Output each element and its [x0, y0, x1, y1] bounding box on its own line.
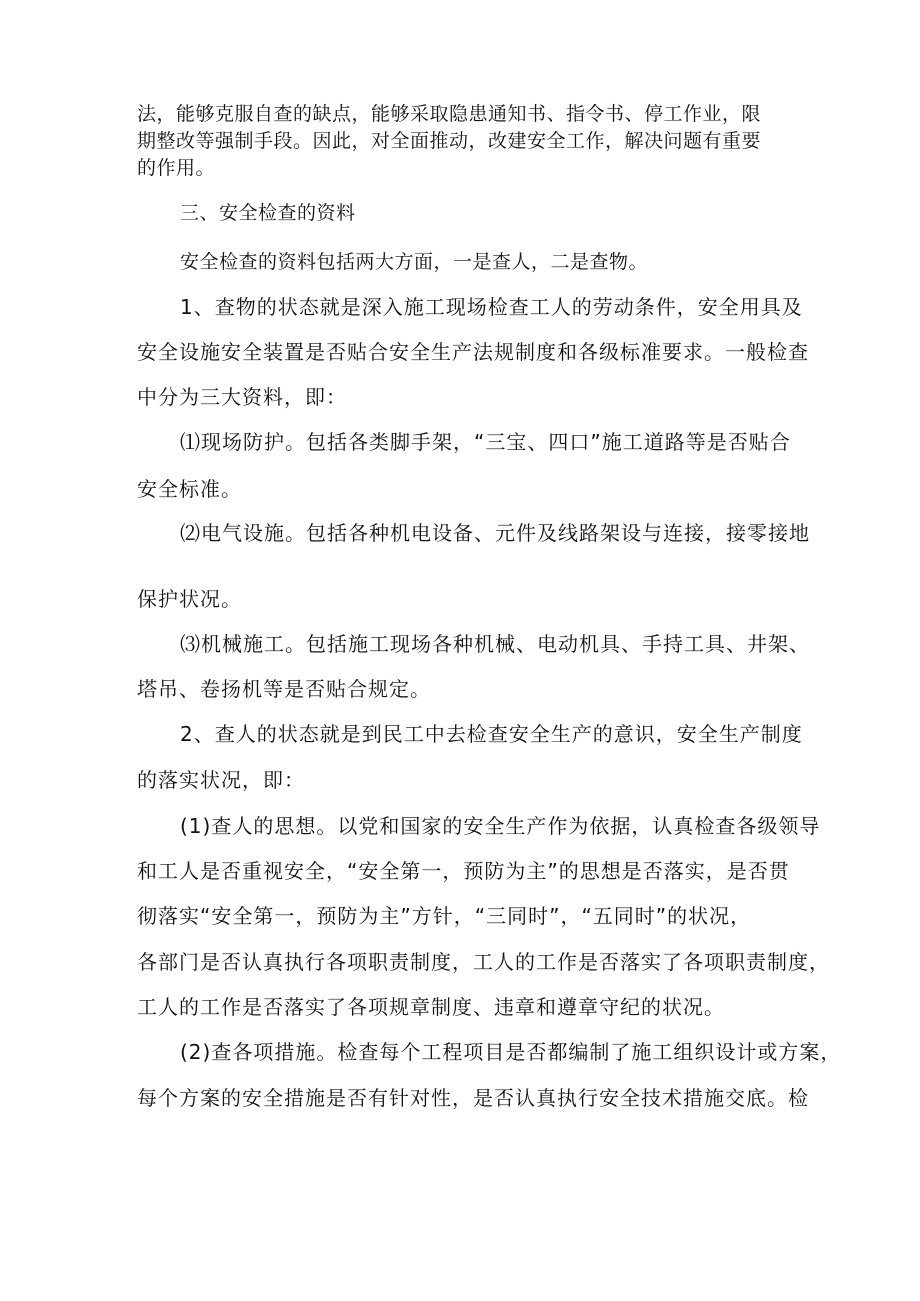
body-text-line: 的落实状况，即： — [137, 768, 305, 792]
body-text-line: 的作用。 — [137, 157, 216, 179]
body-text-line: 各部门是否认真执行各项职责制度，工人的工作是否落实了各项职责制度， — [137, 950, 830, 974]
body-text-line: 每个方案的安全措施是否有针对性，是否认真执行安全技术措施交底。检 — [137, 1086, 809, 1110]
body-text-line: ⑵电气设施。包括各种机电设备、元件及线路架设与连接，接零接地 — [180, 521, 810, 545]
body-text-line: 工人的工作是否落实了各项规章制度、违章和遵章守纪的状况。 — [137, 995, 725, 1019]
body-text-line: 和工人是否重视安全，“安全第一，预防为主”的思想是否落实，是否贯 — [137, 859, 790, 883]
body-text-line: 法，能够克服自查的缺点，能够采取隐患通知书、指令书、停工作业，限 — [137, 103, 762, 125]
section-heading: 三、安全检查的资料 — [180, 202, 356, 224]
body-text-line: 塔吊、卷扬机等是否贴合规定。 — [137, 677, 431, 701]
body-text-line: 安全标准。 — [137, 477, 242, 501]
body-text-line: 安全设施安全装置是否贴合安全生产法规制度和各级标准要求。一般检查 — [137, 340, 809, 364]
body-text-line: 期整改等强制手段。因此，对全面推动，改建安全工作，解决问题有重要 — [137, 130, 762, 152]
body-text-line: ⑴现场防护。包括各类脚手架，“三宝、四口”施工道路等是否贴合 — [180, 430, 791, 454]
body-text-line: 安全检查的资料包括两大方面，一是查人，二是查物。 — [180, 251, 649, 273]
body-text-line: ⑶机械施工。包括施工现场各种机械、电动机具、手持工具、井架、 — [180, 632, 810, 656]
body-text-line: (2)查各项措施。检查每个工程项目是否都编制了施工组织设计或方案， — [180, 1040, 842, 1064]
body-text-line: 2、查人的状态就是到民工中去检查安全生产的意识，安全生产制度 — [180, 722, 803, 746]
body-text-line: (1)查人的思想。以党和国家的安全生产作为依据，认真检查各级领导 — [180, 814, 821, 838]
body-text-line: 中分为三大资料，即： — [137, 385, 347, 409]
body-text-line: 保护状况。 — [137, 587, 242, 611]
body-text-line: 彻落实“安全第一，预防为主”方针，“三同时”，“五同时”的状况， — [137, 904, 752, 928]
body-text-line: 1、查物的状态就是深入施工现场检查工人的劳动条件，安全用具及 — [180, 295, 803, 319]
